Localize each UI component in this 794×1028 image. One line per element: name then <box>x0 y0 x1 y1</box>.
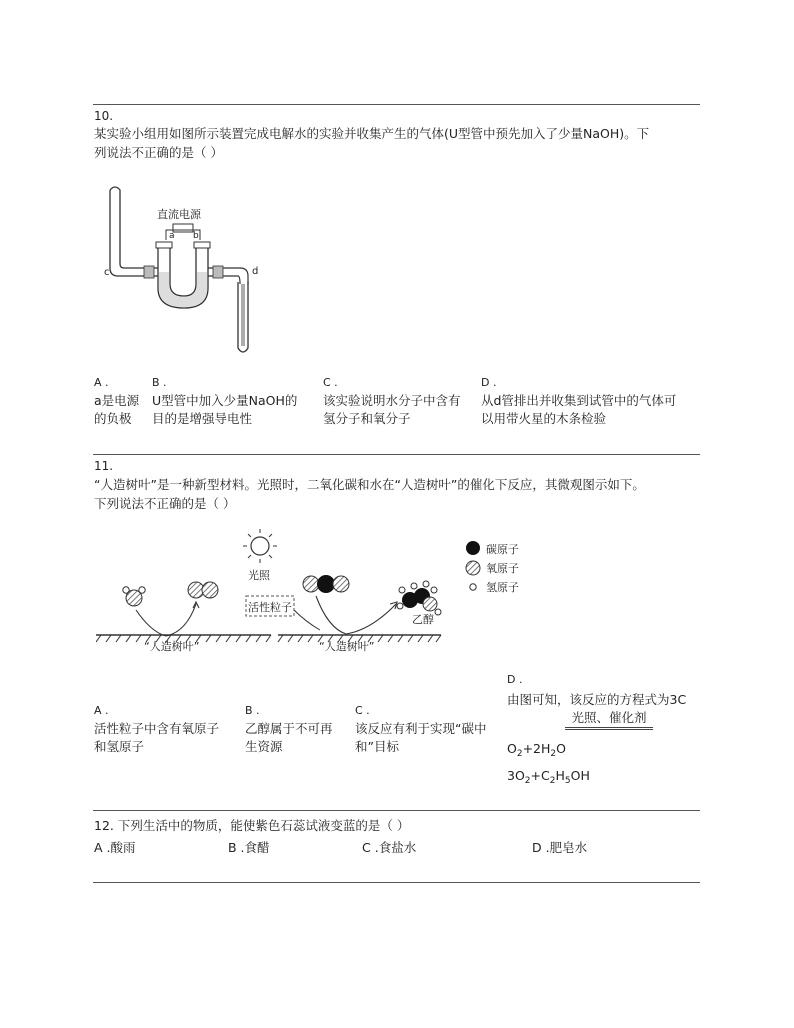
co2-molecule <box>303 576 349 593</box>
q10-electrolysis-figure <box>100 180 280 360</box>
q11-stem <box>94 475 704 513</box>
water-molecule <box>123 587 145 606</box>
option-label: B . <box>228 840 245 855</box>
q12-option-c[interactable] <box>362 838 416 856</box>
legend-carbon-label: 碳原子 <box>486 543 519 556</box>
q10-stem-line1: 某实验小组用如图所示装置完成电解水的实验并收集产生的气体(U型管中预先加入了少量NaOH)。下 <box>94 126 650 141</box>
q12-option-d[interactable] <box>532 838 587 856</box>
option-text: 氢分子和氧分子 <box>323 411 411 426</box>
legend-carbon-swatch <box>466 541 480 555</box>
option-label: A . <box>94 376 109 389</box>
power-supply <box>173 224 193 232</box>
legend-hydrogen-swatch <box>470 584 476 590</box>
right-test-tube <box>238 282 248 352</box>
q10-stem <box>94 124 704 162</box>
q10-option-c[interactable] <box>323 374 461 428</box>
equation-products: $3O_2+C_2H_5OH$ <box>507 768 590 786</box>
ethanol-molecule <box>397 581 441 615</box>
legend <box>466 541 519 594</box>
q11-option-b[interactable] <box>245 702 333 756</box>
q12-option-a[interactable] <box>94 838 136 856</box>
q11-option-c[interactable] <box>355 702 486 756</box>
tube-label-d: d <box>252 266 259 277</box>
sun-icon <box>243 529 277 563</box>
option-label: B . <box>245 704 260 717</box>
option-label: D . <box>507 673 523 686</box>
divider-q12 <box>93 810 700 811</box>
option-text: 酸雨 <box>110 840 136 855</box>
option-text: 乙醇属于不可再 <box>245 721 333 736</box>
divider-top <box>93 104 700 105</box>
option-label: C . <box>355 704 370 717</box>
q11-stem-line2: 下列说法不正确的是（ ） <box>94 496 236 511</box>
q10-option-a[interactable] <box>94 374 139 428</box>
q11-artificial-leaf-figure <box>96 524 546 664</box>
option-text: 肥皂水 <box>549 840 588 855</box>
legend-oxygen-label: 氧原子 <box>486 562 519 575</box>
ethanol-label: 乙醇 <box>412 613 434 626</box>
option-text: 生资源 <box>245 739 283 754</box>
q12-option-b[interactable] <box>228 838 270 856</box>
option-text: 食盐水 <box>378 840 417 855</box>
power-label: 直流电源 <box>157 208 201 221</box>
option-text: U型管中加入少量NaOH的 <box>152 393 298 408</box>
u-tube-water <box>159 272 207 307</box>
option-text: 食醋 <box>244 840 270 855</box>
electrode-label-b: b <box>193 231 199 241</box>
q11-option-a[interactable] <box>94 702 219 756</box>
oxygen-molecule <box>188 582 218 598</box>
q11-option-d[interactable] <box>507 671 707 790</box>
option-label: A . <box>94 840 111 855</box>
option-label: D . <box>481 376 497 389</box>
option-text: 和”目标 <box>355 739 399 754</box>
option-text: 该实验说明水分子中含有 <box>323 393 461 408</box>
active-particles-label: 活性粒子 <box>248 601 292 614</box>
divider-bottom <box>93 882 700 883</box>
q10-number: 10. <box>94 109 114 123</box>
legend-oxygen-swatch <box>466 561 480 575</box>
option-label: B . <box>152 376 167 389</box>
q11-stem-line1: “人造树叶”是一种新型材料。光照时，二氧化碳和水在“人造树叶”的催化下反应，其微观图示如下。 <box>94 477 645 492</box>
option-text: 由图可知，该反应的方程式为3C <box>507 692 687 707</box>
option-text: 活性粒子中含有氧原子 <box>94 721 220 736</box>
left-test-tube <box>110 187 155 276</box>
artificial-leaf-label-right: “人造树叶” <box>319 640 375 653</box>
option-label: D . <box>532 840 550 855</box>
option-label: C . <box>323 376 338 389</box>
option-text: 和氢原子 <box>94 739 145 754</box>
electrode-label-a: a <box>169 231 175 241</box>
option-text: 该反应有利于实现“碳中 <box>355 721 487 736</box>
option-text: 的负极 <box>94 411 132 426</box>
artificial-leaf-label-left: “人造树叶” <box>144 640 200 653</box>
q10-stem-line2: 列说法不正确的是（ ） <box>94 145 223 160</box>
q11-number: 11. <box>94 459 114 473</box>
option-label: C . <box>362 840 379 855</box>
q10-option-b[interactable] <box>152 374 297 428</box>
option-text: a是电源 <box>94 393 140 408</box>
option-label: A . <box>94 704 109 717</box>
option-text: 目的是增强导电性 <box>152 411 253 426</box>
equation-reactants: $O_2+2H_2O$ <box>507 741 566 759</box>
q10-option-d[interactable] <box>481 374 676 428</box>
option-text: 从d管排出并收集到试管中的气体可 <box>481 393 677 408</box>
divider-q11 <box>93 454 700 455</box>
legend-hydrogen-label: 氢原子 <box>486 581 519 594</box>
option-text: 以用带火星的木条检验 <box>481 411 607 426</box>
reaction-condition: 光照、催化剂 <box>565 709 653 730</box>
q12-stem: 12. 下列生活中的物质，能使紫色石蕊试液变蓝的是（ ） <box>94 818 410 833</box>
tube-label-c: c <box>104 267 110 278</box>
light-label: 光照 <box>248 569 270 582</box>
